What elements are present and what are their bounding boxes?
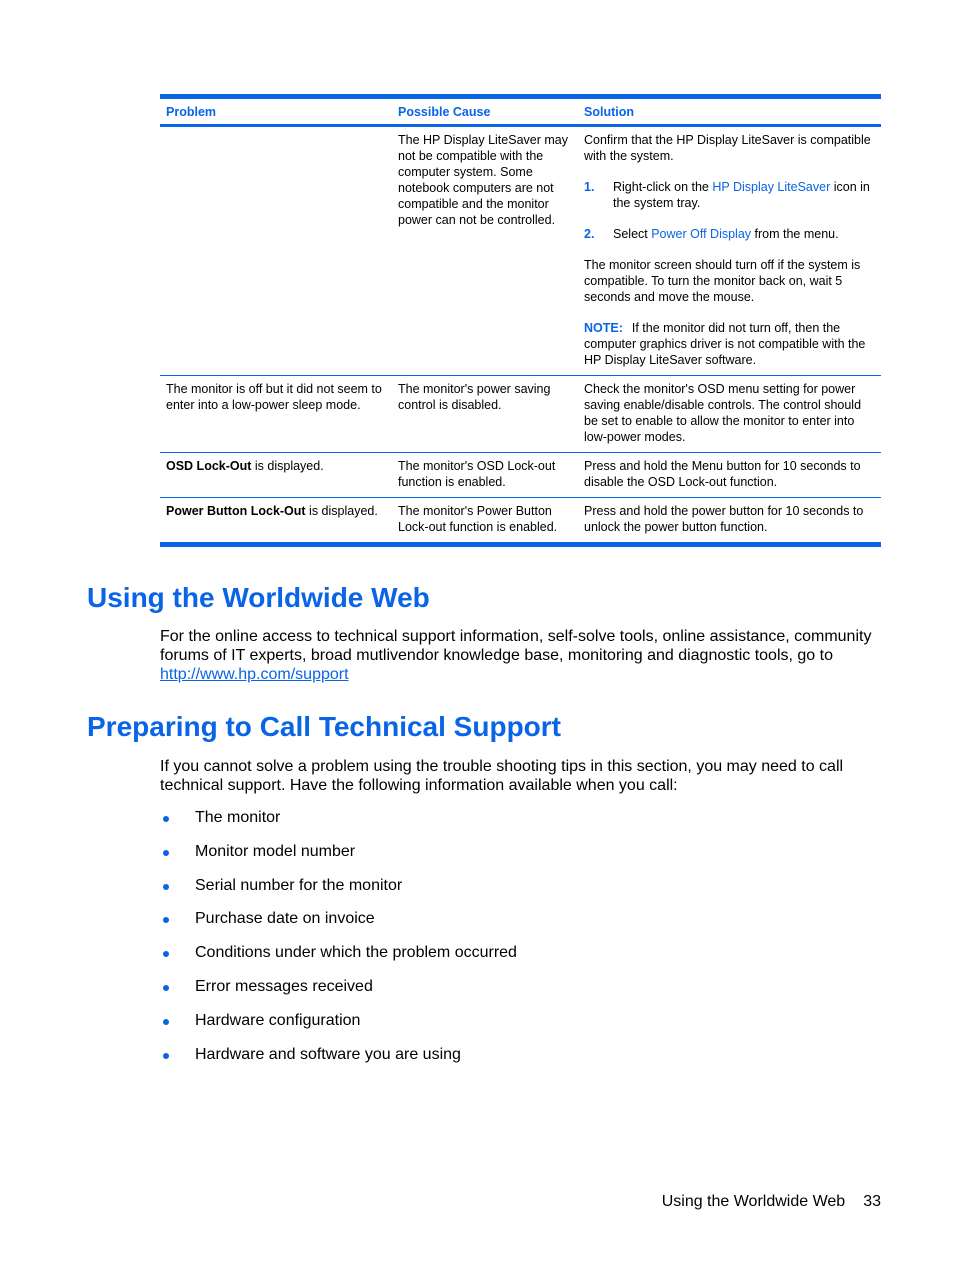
- step-2-post: from the menu.: [751, 227, 839, 241]
- bullet-icon: [163, 850, 169, 856]
- step-1-number: 1.: [584, 180, 595, 194]
- step-1-text: [613, 179, 875, 211]
- row1-problem: [160, 127, 392, 375]
- list-item: [160, 842, 517, 862]
- section2-body: If you cannot solve a problem using the trouble shooting tips in this section, you may need to call technical support. Have the following information available when you call:: [160, 758, 844, 794]
- power-off-display-ref: Power Off Display: [651, 227, 752, 241]
- note-label: NOTE:: [584, 321, 623, 335]
- hp-support-link[interactable]: http://www.hp.com/support: [160, 666, 349, 683]
- hp-display-litesaver-ref: HP Display LiteSaver: [712, 180, 831, 194]
- row2-problem: The monitor is off but it did not seem to enter into a low-power sleep mode.: [166, 382, 382, 412]
- row1-result: The monitor screen should turn off if the system is compatible. To turn the monitor back on, wait 5 seconds and move the mouse.: [584, 258, 861, 304]
- table-row: [160, 127, 881, 376]
- row2-solution: Check the monitor's OSD menu setting for power saving enable/disable controls. The control should be set to enable to allow the monitor to enter into low-power modes.: [584, 382, 862, 444]
- row1-note: [584, 320, 875, 368]
- section-title-worldwide-web: Using the Worldwide Web: [87, 582, 430, 613]
- row4-problem: [160, 498, 392, 542]
- row4-problem-bold: Power Button Lock-Out: [166, 504, 306, 518]
- row1-solution: [578, 127, 881, 375]
- table-row: [160, 498, 881, 542]
- list-item: [160, 1045, 517, 1065]
- list-item-text: Hardware configuration: [195, 1011, 361, 1029]
- list-item: [160, 943, 517, 963]
- bullet-icon: [163, 985, 169, 991]
- table-header-row: [160, 99, 881, 127]
- list-item-text: Monitor model number: [195, 842, 356, 860]
- list-item: [160, 876, 517, 896]
- step-1-post: icon in the system tray.: [613, 180, 870, 210]
- bullet-icon: [163, 1053, 169, 1059]
- section1-body: [160, 627, 885, 684]
- row2-cause: The monitor's power saving control is disabled.: [398, 382, 551, 412]
- bullet-icon: [163, 884, 169, 890]
- list-item: [160, 808, 517, 828]
- header-problem: Problem: [166, 105, 217, 119]
- page-footer: [662, 1192, 881, 1212]
- info-checklist: [160, 808, 517, 1078]
- bullet-icon: [163, 816, 169, 822]
- section1-body-text: For the online access to technical support information, self-solve tools, online assistance, community forums of IT experts, broad mutlivendor knowledge base, monitoring and diagnostic tools, go to: [160, 628, 872, 664]
- bullet-icon: [163, 951, 169, 957]
- step-2-number: 2.: [584, 227, 595, 241]
- list-item: [160, 909, 517, 929]
- row3-problem: [160, 453, 392, 497]
- solution-step-1: [584, 179, 875, 211]
- step-2-text: [613, 226, 839, 242]
- header-solution: Solution: [584, 105, 634, 119]
- list-item-text: Serial number for the monitor: [195, 876, 403, 894]
- section-title-call-support: Preparing to Call Technical Support: [87, 711, 561, 742]
- row1-solution-intro: Confirm that the HP Display LiteSaver is compatible with the system.: [584, 133, 871, 163]
- list-item-text: Purchase date on invoice: [195, 910, 375, 928]
- footer-section-title: Using the Worldwide Web: [661, 1193, 846, 1210]
- table-row: [160, 453, 881, 498]
- row4-problem-rest: is displayed.: [305, 504, 378, 518]
- row3-problem-rest: is displayed.: [251, 459, 324, 473]
- step-2-pre: Select: [613, 227, 652, 241]
- list-item-text: Conditions under which the problem occurred: [195, 944, 517, 962]
- step-1-pre: Right-click on the: [613, 180, 713, 194]
- row4-cause: The monitor's Power Button Lock-out function is enabled.: [398, 504, 558, 534]
- row3-solution: Press and hold the Menu button for 10 seconds to disable the OSD Lock-out function.: [584, 459, 861, 489]
- bullet-icon: [163, 917, 169, 923]
- row1-cause: The HP Display LiteSaver may not be compatible with the computer system. Some notebook computers are not compatible and the monitor power can not be controlled.: [398, 133, 568, 227]
- list-item: [160, 1011, 517, 1031]
- list-item-text: Error messages received: [195, 977, 373, 995]
- row4-solution: Press and hold the power button for 10 seconds to unlock the power button function.: [584, 504, 864, 534]
- list-item: [160, 977, 517, 997]
- note-text: If the monitor did not turn off, then the computer graphics driver is not compatible with the HP Display LiteSaver software.: [584, 321, 866, 367]
- header-possible-cause: Possible Cause: [398, 105, 491, 119]
- troubleshooting-table: [160, 94, 881, 547]
- bullet-icon: [163, 1019, 169, 1025]
- row3-cause: The monitor's OSD Lock-out function is enabled.: [398, 459, 556, 489]
- table-row: [160, 376, 881, 453]
- list-item-text: Hardware and software you are using: [195, 1045, 461, 1063]
- row3-problem-bold: OSD Lock-Out: [166, 459, 252, 473]
- solution-step-2: [584, 226, 875, 242]
- list-item-text: The monitor: [195, 809, 281, 826]
- page-number: 33: [863, 1193, 881, 1210]
